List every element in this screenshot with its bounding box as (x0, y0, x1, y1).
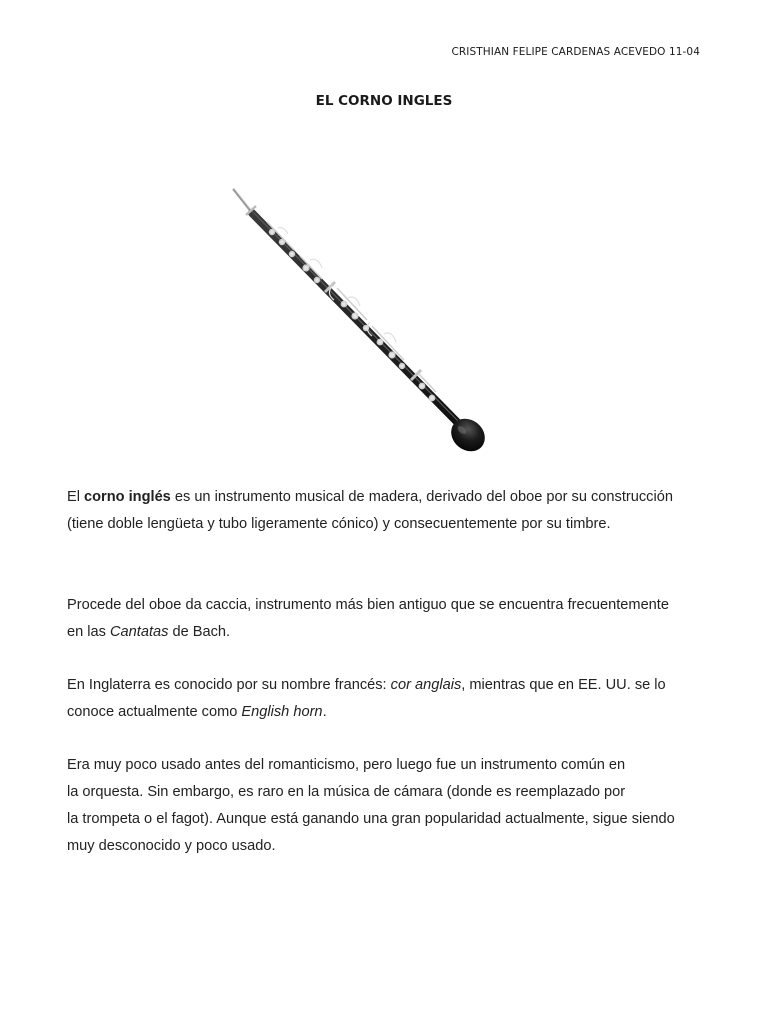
italic-term: cor anglais (390, 677, 462, 693)
text-run: es un instrumento musical de madera, derivado del oboe por su construcción (170, 489, 673, 505)
paragraph-line: la trompeta o el fagot). Aunque está ganando una gran popularidad actualmente, sigue siendo (67, 811, 675, 827)
italic-term: Cantatas (110, 624, 169, 640)
paragraph-history (67, 752, 707, 860)
paragraph-line: Procede del oboe da caccia, instrumento más bien antiguo que se encuentra frecuentemente (67, 597, 669, 613)
paragraph-intro (67, 484, 707, 538)
paragraph-line: Era muy poco usado antes del romanticismo, pero luego fue un instrumento común en (67, 757, 626, 773)
paragraph-line: la orquesta. Sin embargo, es raro en la música de cámara (donde es reemplazado por (67, 784, 626, 800)
paragraph-line: (tiene doble lengüeta y tubo ligeramente cónico) y consecuentemente por su timbre. (67, 516, 611, 532)
paragraph-line (67, 484, 707, 511)
header-author: CRISTHIAN FELIPE CARDENAS ACEVEDO 11-04 (451, 46, 700, 58)
page-title: EL CORNO INGLES (315, 93, 453, 109)
paragraph-origin (67, 592, 707, 646)
paragraph-line (67, 619, 707, 646)
text-run: de Bach. (168, 624, 231, 640)
paragraph-line: muy desconocido y poco usado. (67, 838, 276, 854)
paragraph-names (67, 672, 707, 726)
italic-term: English horn (241, 704, 323, 720)
english-horn-image (222, 180, 502, 465)
bold-term: corno inglés (84, 489, 171, 505)
paragraph-line (67, 699, 707, 726)
text-run: conoce actualmente como (67, 704, 242, 720)
text-run: , mientras que en EE. UU. se lo (461, 677, 666, 693)
text-run: El (67, 489, 85, 505)
text-run: en las (67, 624, 110, 640)
text-run: . (322, 704, 327, 720)
paragraph-line (67, 672, 707, 699)
text-run: En Inglaterra es conocido por su nombre francés: (67, 677, 391, 693)
